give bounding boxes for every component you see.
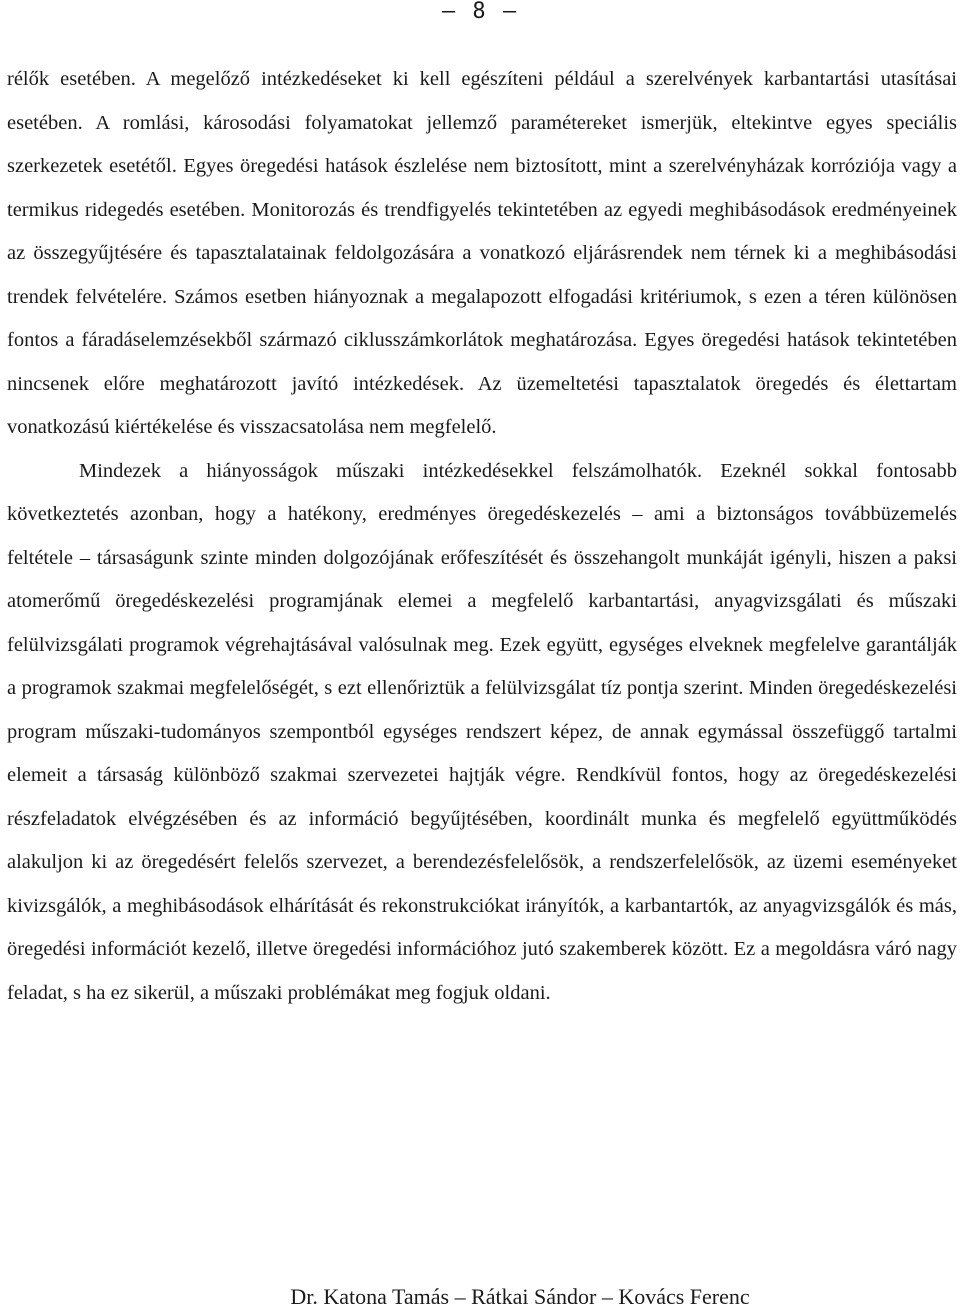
paragraph-1: rélők esetében. A megelőző intézkedéseket ki kell egészíteni például a szerelvények karbantartási utasításai esetében. A romlási, károsodási folyamatokat jellemző paramétereket ismerjük, eltekintve egyes speciális szerkezetek esetétől. Egyes öregedési hatások észlelése nem biztosított, mint a szerelvényházak korróziója vagy a termikus ridegedés esetében. Monitorozás és trendfigyelés tekintetében az egyedi meghibásodások eredményeinek az összegyűjtésére és tapasztalatainak feldolgozására a vonatkozó eljárásrendek nem térnek ki a meghibásodási trendek felvételére. Számos esetben hiányoznak a megalapozott elfogadási kritériumok, s ezen a téren különösen fontos a fáradáselemzésekből származó ciklusszámkorlátok meghatározása. Egyes öregedési hatások tekintetében nincsenek előre meghatározott javító intézkedések. Az üzemeltetési tapasztalatok öregedés és élettartam vonatkozású kiértékelése és visszacsatolása nem megfelelő.	[7, 68, 957, 438]
page-number: – 8 –	[441, 0, 519, 24]
document-body	[7, 58, 957, 1015]
paragraph-2: Mindezek a hiányosságok műszaki intézkedésekkel felszámolhatók. Ezeknél sokkal fontosabb következtetés azonban, hogy a hatékony, eredményes öregedéskezelés – ami a biztonságos továbbüzemelés feltétele – társaságunk szinte minden dolgozójának erőfeszítését és összehangolt munkáját igényli, hiszen a paksi atomerőmű öregedéskezelési programjának elemei a megfelelő karbantartási, anyagvizsgálati és műszaki felülvizsgálati programok végrehajtásával valósulnak meg. Ezek együtt, egységes elveknek megfelelve garantálják a programok szakmai megfelelőségét, s ezt ellenőriztük a felülvizsgálat tíz pontja szerint. Minden öregedéskezelési program műszaki-tudományos szempontból egységes rendszert képez, de annak egymással összefüggő tartalmi elemeit a társaság különböző szakmai szervezetei hajtják végre. Rendkívül fontos, hogy az öregedéskezelési részfeladatok elvégzésében és az információ begyűjtésében, koordinált munka és megfelelő együttműködés alakuljon ki az öregedésért felelős szervezet, a berendezésfelelősök, a rendszerfelelősök, az üzemi eseményeket kivizsgálók, a meghibásodások elhárítását és rekonstrukciókat irányítók, a karbantartók, az anyagvizsgálók és más, öregedési információt kezelő, illetve öregedési információhoz jutó szakemberek között. Ez a megoldásra váró nagy feladat, s ha ez sikerül, a műszaki problémákat meg fogjuk oldani.	[7, 459, 957, 1004]
footer-authors: Dr. Katona Tamás – Rátkai Sándor – Kovács Ferenc	[290, 1284, 750, 1309]
